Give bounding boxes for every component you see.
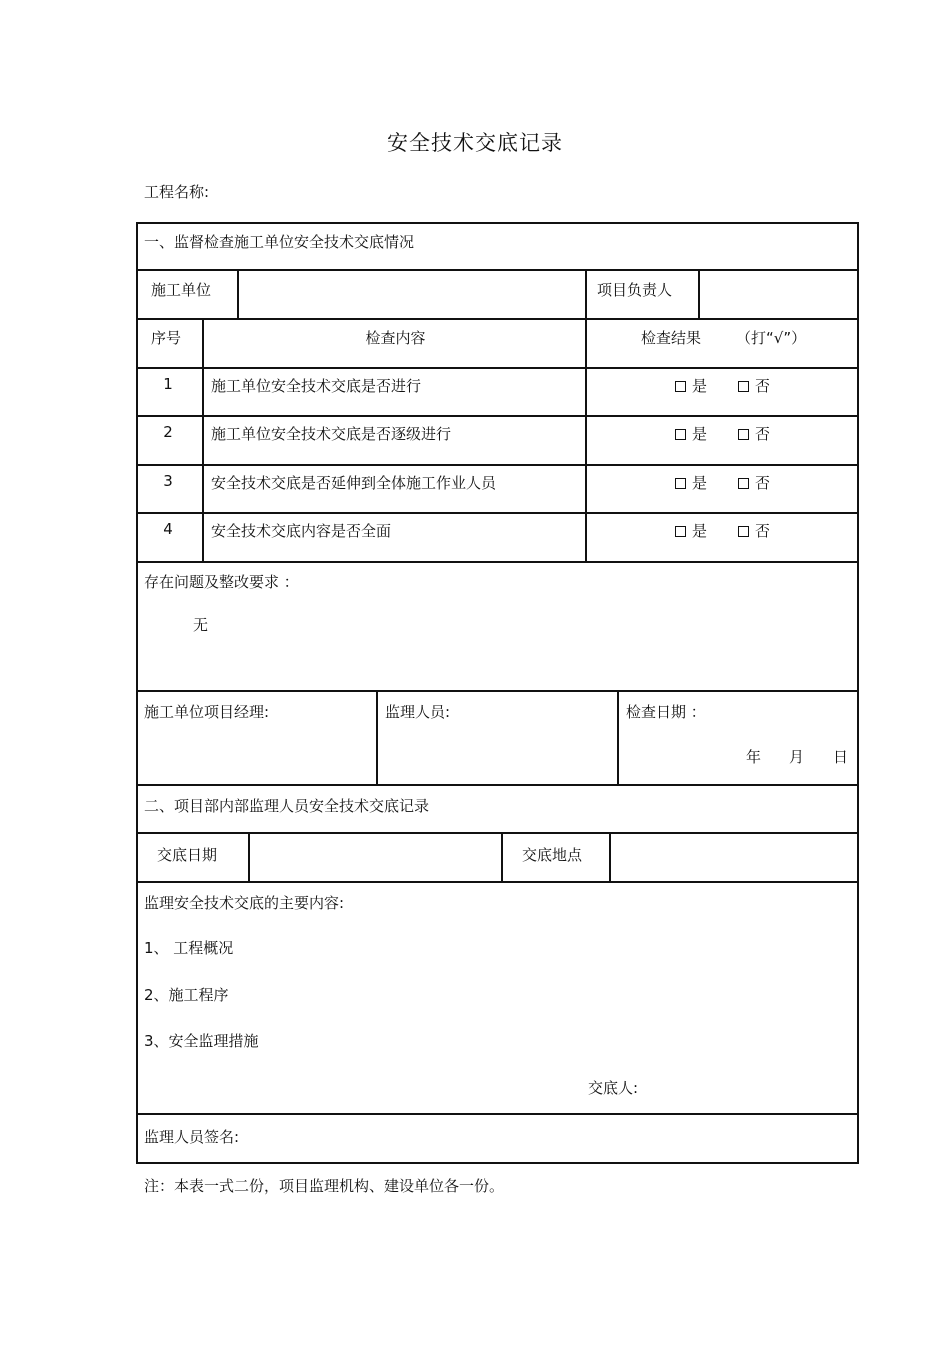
checkbox-icon[interactable]	[738, 478, 749, 489]
disclosure-place-label: 交底地点	[522, 846, 583, 864]
col-divider	[376, 690, 378, 786]
date-day: 日	[833, 748, 849, 766]
date-month: 月	[789, 748, 805, 766]
check-date-label: 检查日期 ：	[626, 703, 706, 721]
project-manager-field[interactable]	[704, 279, 852, 309]
yes-option[interactable]: 是	[675, 472, 707, 493]
yes-option[interactable]: 是	[675, 520, 707, 541]
row-divider	[136, 512, 859, 514]
yes-option[interactable]: 是	[675, 423, 707, 444]
issues-label: 存在问题及整改要求 ：	[144, 573, 299, 591]
row-number: 2	[163, 423, 173, 441]
row-divider	[136, 415, 859, 417]
row-divider	[136, 269, 859, 271]
table-border-top	[136, 222, 859, 224]
section1-heading: 一、监督检查施工单位安全技术交底情况	[144, 233, 415, 251]
col-divider	[202, 318, 204, 563]
section2-heading: 二、项目部内部监理人员安全技术交底记录	[144, 797, 430, 815]
no-option[interactable]: 否	[738, 472, 770, 493]
checkbox-icon[interactable]	[675, 429, 686, 440]
row-content: 施工单位安全技术交底是否进行	[211, 377, 422, 395]
col-divider	[585, 269, 587, 319]
checkbox-icon[interactable]	[738, 429, 749, 440]
checkbox-icon[interactable]	[675, 526, 686, 537]
table-border-right	[857, 222, 859, 1164]
col-divider	[698, 269, 700, 319]
row-number: 1	[163, 375, 173, 393]
row-divider	[136, 1113, 859, 1115]
checkbox-icon[interactable]	[738, 526, 749, 537]
row-content: 安全技术交底内容是否全面	[211, 522, 392, 540]
construction-unit-field[interactable]	[245, 279, 575, 309]
row-divider	[136, 832, 859, 834]
row-divider	[136, 318, 859, 320]
table-border-bottom	[136, 1162, 859, 1164]
signature-label: 监理人员签名:	[144, 1128, 240, 1146]
row-divider	[136, 881, 859, 883]
content-item: 1、 工程概况	[144, 939, 234, 957]
checkbox-icon[interactable]	[738, 381, 749, 392]
disclosure-date-field[interactable]	[254, 844, 494, 874]
project-manager-label: 项目负责人	[597, 281, 673, 299]
checkbox-icon[interactable]	[675, 381, 686, 392]
col-header-content: 检查内容	[365, 329, 426, 347]
row-content: 安全技术交底是否延伸到全体施工作业人员	[211, 474, 497, 492]
col-divider	[609, 832, 611, 883]
checkbox-icon[interactable]	[675, 478, 686, 489]
no-option[interactable]: 否	[738, 375, 770, 396]
discloser-label: 交底人:	[588, 1079, 639, 1097]
no-option[interactable]: 否	[738, 423, 770, 444]
disclosure-place-field[interactable]	[615, 844, 851, 874]
row-divider	[136, 464, 859, 466]
main-content-label: 监理安全技术交底的主要内容:	[144, 894, 345, 912]
yes-option[interactable]: 是	[675, 375, 707, 396]
row-content: 施工单位安全技术交底是否逐级进行	[211, 425, 452, 443]
row-number: 4	[163, 520, 173, 538]
col-header-result-hint: （打“√”）	[736, 329, 807, 347]
pm-sign-label: 施工单位项目经理:	[144, 703, 270, 721]
col-divider	[248, 832, 250, 883]
row-divider	[136, 690, 859, 692]
row-divider	[136, 784, 859, 786]
no-option[interactable]: 否	[738, 520, 770, 541]
disclosure-date-label: 交底日期	[157, 846, 218, 864]
footnote: 注：本表一式二份，项目监理机构、建设单位各一份。	[144, 1177, 505, 1195]
date-year: 年	[746, 748, 762, 766]
construction-unit-label: 施工单位	[151, 281, 212, 299]
content-item: 3、安全监理措施	[144, 1032, 259, 1050]
col-divider	[237, 269, 239, 319]
disclosure-form-table	[136, 222, 859, 1164]
col-header-no: 序号	[151, 329, 182, 347]
row-divider	[136, 561, 859, 563]
col-header-result: 检查结果	[641, 329, 702, 347]
supervisor-label: 监理人员:	[385, 703, 451, 721]
issues-value[interactable]: 无	[193, 616, 209, 634]
col-divider	[585, 318, 587, 563]
content-item: 2、施工程序	[144, 986, 229, 1004]
col-divider	[501, 832, 503, 883]
col-divider	[617, 690, 619, 786]
project-name-label: 工程名称:	[144, 183, 210, 201]
row-number: 3	[163, 472, 173, 490]
table-border-left	[136, 222, 138, 1164]
page-title: 安全技术交底记录	[387, 131, 563, 155]
row-divider	[136, 367, 859, 369]
